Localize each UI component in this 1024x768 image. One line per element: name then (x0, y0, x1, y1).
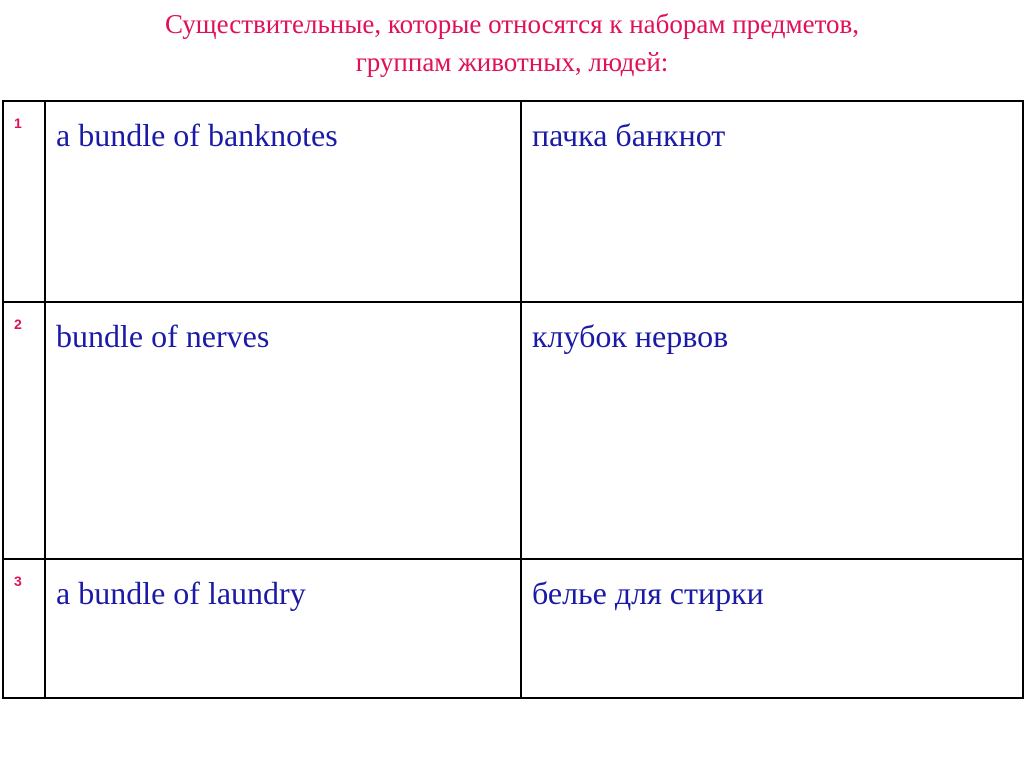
russian-translation: белье для стирки (532, 575, 764, 611)
title-line-1: Существительные, которые относятся к наборам предметов, (164, 9, 860, 39)
row-number: 1 (14, 115, 22, 131)
row-number: 3 (14, 573, 22, 589)
row-number-cell (3, 302, 45, 559)
russian-cell (521, 101, 1023, 302)
english-phrase: a bundle of laundry (56, 575, 306, 611)
table-row (3, 559, 1023, 698)
row-number-cell (3, 101, 45, 302)
vocabulary-table (2, 100, 1024, 699)
english-phrase: a bundle of banknotes (56, 117, 338, 153)
english-cell (45, 302, 521, 559)
row-number-cell (3, 559, 45, 698)
english-cell (45, 559, 521, 698)
row-number: 2 (14, 316, 22, 332)
russian-cell (521, 302, 1023, 559)
table-row (3, 302, 1023, 559)
table-row (3, 101, 1023, 302)
slide-title (0, 5, 1024, 81)
russian-translation: клубок нервов (532, 318, 729, 354)
russian-translation: пачка банкнот (532, 117, 726, 153)
english-phrase: bundle of nerves (56, 318, 270, 354)
russian-cell (521, 559, 1023, 698)
english-cell (45, 101, 521, 302)
title-line-2: группам животных, людей: (355, 47, 669, 77)
